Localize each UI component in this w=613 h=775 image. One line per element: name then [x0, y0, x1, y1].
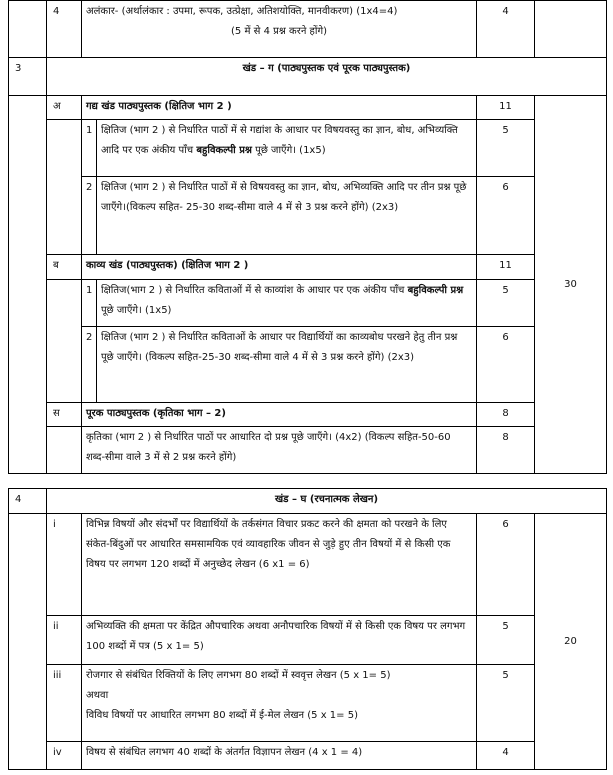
text-bold: बहुविकल्पी प्रश्न — [407, 285, 464, 296]
subsection-marks: 11 — [477, 96, 535, 120]
item-number: i — [47, 514, 82, 616]
item-marks: 8 — [477, 427, 535, 474]
cell-empty — [47, 280, 82, 403]
cell-empty — [47, 427, 82, 474]
section-title: खंड – ग (पाठ्यपुस्तक एवं पूरक पाठ्यपुस्तक) — [47, 58, 607, 96]
cell-empty — [47, 120, 82, 255]
subsection-title: गद्य खंड पाठ्यपुस्तक (क्षितिज भाग 2 ) — [82, 96, 477, 120]
alankar-text: अलंकार- (अर्थालंकार : उपमा, रूपक, उत्प्रेक्षा, अतिशयोक्ति, मानवीकरण) (1x4=4) — [86, 6, 398, 17]
subsection-title: पूरक पाठ्यपुस्तक (कृतिका भाग – 2) — [82, 403, 477, 427]
section-number: 4 — [9, 489, 47, 514]
table-row — [9, 427, 607, 474]
item-marks: 6 — [477, 327, 535, 403]
subsection-row — [9, 403, 607, 427]
table-row — [9, 742, 607, 770]
marks-table-section4 — [8, 488, 607, 770]
table-row — [9, 327, 607, 403]
item-marks: 5 — [477, 280, 535, 327]
table-row — [9, 120, 607, 177]
item-text — [97, 280, 477, 327]
item-text — [82, 665, 477, 742]
subsection-label: ब — [47, 255, 82, 280]
text-part: पूछे जाएँगे। (1x5) — [101, 305, 172, 316]
item-marks: 6 — [477, 514, 535, 616]
item-marks: 6 — [477, 177, 535, 255]
item-number: ii — [47, 616, 82, 665]
subsection-label: अ — [47, 96, 82, 120]
table-row — [9, 665, 607, 742]
subsection-title: काव्य खंड (पाठ्यपुस्तक) (क्षितिज भाग 2 ) — [82, 255, 477, 280]
item-marks: 5 — [477, 616, 535, 665]
item-marks: 5 — [477, 665, 535, 742]
item-text: विषय से संबंधित लगभग 40 शब्दों के अंतर्गत विज्ञापन लेखन (4 x 1 = 4) — [82, 742, 477, 770]
alankar-note: (5 में से 4 प्रश्न करने होंगे) — [231, 26, 327, 37]
text-part: पूछे जाएँगे। (1x5) — [251, 145, 326, 156]
section-number: 3 — [9, 58, 47, 96]
item-number: 2 — [82, 177, 97, 255]
text-part: क्षितिज(भाग 2 ) से निर्धारित कविताओं में से काव्यांश के आधार पर एक अंकीय पाँच — [101, 285, 408, 296]
text-line: विविध विषयों पर आधारित लगभग 80 शब्दों में ई-मेल लेखन (5 x 1= 5) — [86, 710, 358, 721]
subsection-marks: 8 — [477, 403, 535, 427]
section-header-row — [9, 58, 607, 96]
table-row — [9, 280, 607, 327]
section-title: खंड – घ (रचनात्मक लेखन) — [47, 489, 607, 514]
section-header-row — [9, 489, 607, 514]
item-text: अभिव्यक्ति की क्षमता पर केंद्रित औपचारिक अथवा अनौपचारिक विषयों में से किसी एक विषय पर लगभग 100 शब्दों में पत्र (5 x 1= 5) — [82, 616, 477, 665]
table-row — [9, 514, 607, 616]
item-number: 4 — [47, 1, 82, 58]
item-text: क्षितिज (भाग 2 ) से निर्धारित कविताओं के आधार पर विद्यार्थियों का काव्यबोध परखने हेतु तीन प्रश्न पूछे जाएँगे। (विकल्प सहित-25-30 शब्द-सीमा वाले 4 में से 3 प्रश्न करने होंगे) (2x3) — [97, 327, 477, 403]
table-row — [9, 1, 607, 58]
section-total: 30 — [535, 96, 607, 474]
item-number: 1 — [82, 280, 97, 327]
cell-empty — [535, 1, 607, 58]
table-row — [9, 616, 607, 665]
text-line: रोजगार से संबंधित रिक्तियों के लिए लगभग 80 शब्दों में स्ववृत्त लेखन (5 x 1= 5) — [86, 670, 391, 681]
item-marks: 4 — [477, 742, 535, 770]
subsection-row — [9, 96, 607, 120]
item-number: iii — [47, 665, 82, 742]
table-row — [9, 177, 607, 255]
cell-empty — [9, 514, 47, 770]
item-text: क्षितिज (भाग 2 ) से निर्धारित पाठों में से विषयवस्तु का ज्ञान, बोध, अभिव्यक्ति आदि पर तीन प्रश्न पूछे जाएँगे।(विकल्प सहित- 25-30 शब्द-सीमा वाले 4 में से 3 प्रश्न करने होंगे) (2x3) — [97, 177, 477, 255]
subsection-row — [9, 255, 607, 280]
item-number: 2 — [82, 327, 97, 403]
item-text — [82, 1, 477, 58]
cell-empty — [9, 96, 47, 474]
cell-empty — [9, 1, 47, 58]
subsection-marks: 11 — [477, 255, 535, 280]
syllabus-document — [8, 0, 606, 775]
item-marks: 5 — [477, 120, 535, 177]
text-bold: बहुविकल्पी प्रश्न — [196, 145, 252, 156]
text-line: अथवा — [86, 690, 109, 701]
item-text — [97, 120, 477, 177]
text-part: क्षितिज (भाग 2 ) से निर्धारित पाठों में से गद्यांश के आधार पर विषयवस्तु का ज्ञान, बोध, अभिव्यक्ति आदि पर एक अंकीय पाँच — [101, 125, 458, 156]
section-total: 20 — [535, 514, 607, 770]
subsection-label: स — [47, 403, 82, 427]
item-marks: 4 — [477, 1, 535, 58]
item-number: iv — [47, 742, 82, 770]
marks-table — [8, 0, 607, 474]
item-number: 1 — [82, 120, 97, 177]
item-text: विभिन्न विषयों और संदर्भों पर विद्यार्थियों के तर्कसंगत विचार प्रकट करने की क्षमता को परखने के लिए संकेत-बिंदुओं पर आधारित समसामयिक एवं व्यावहारिक जीवन से जुड़े हुए तीन विषयों में से किसी एक विषय पर लगभग 120 शब्दों में अनुच्छेद लेखन (6 x1 = 6) — [82, 514, 477, 616]
item-text: कृतिका (भाग 2 ) से निर्धारित पाठों पर आधारित दो प्रश्न पूछे जाएँगे। (4x2) (विकल्प सहित-50-60 शब्द-सीमा वाले 3 में से 2 प्रश्न करने होंगे) — [82, 427, 477, 474]
